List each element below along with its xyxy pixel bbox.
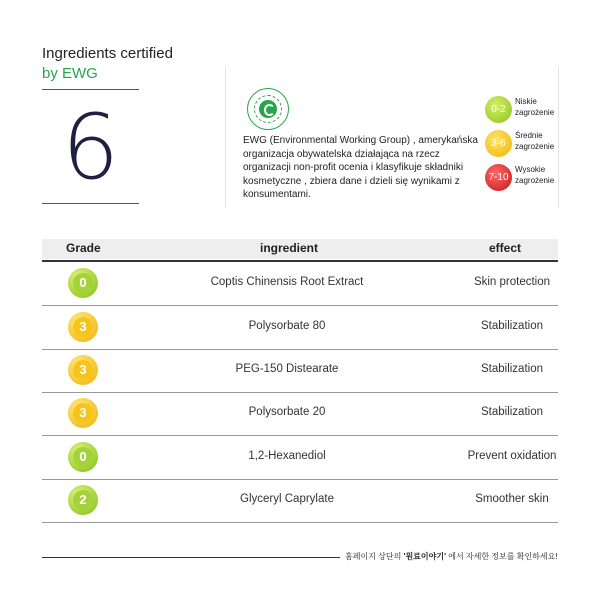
- legend-low-badge: 0-2: [485, 96, 512, 123]
- footer-divider: [42, 557, 340, 558]
- table-row: [42, 349, 558, 393]
- ingredient-effect: Skin protection: [473, 276, 551, 288]
- ingredient-effect: Stabilization: [480, 320, 543, 332]
- legend-low-label: Niskie zagrożenie: [515, 97, 555, 117]
- section-title: Ingredients certified: [42, 45, 173, 62]
- ewg-verified-logo-icon: [247, 88, 289, 130]
- ingredient-effect: Stabilization: [480, 363, 543, 375]
- ingredient-name: Polysorbate 20: [248, 406, 326, 418]
- footer-note: 홈페이지 상단의 '원료이야기' 에서 자세한 정보를 확인하세요!: [345, 552, 558, 561]
- legend-low: [485, 96, 565, 124]
- ingredient-effect: Stabilization: [480, 406, 543, 418]
- certified-count: 6: [61, 95, 120, 200]
- header-ingredient: ingredient: [260, 241, 319, 255]
- grade-badge: 0: [68, 442, 98, 472]
- grade-badge: 3: [68, 355, 98, 385]
- table-row: [42, 262, 558, 306]
- ingredient-name: Polysorbate 80: [248, 320, 326, 332]
- section-subtitle: by EWG: [42, 65, 98, 82]
- grade-badge: 0: [68, 268, 98, 298]
- ingredient-name: PEG-150 Distearate: [235, 363, 339, 375]
- ewg-description: EWG (Environmental Working Group) , amerykańska organizacja obywatelska działająca na rzecz organizacji non-profit ocenia i klasyfikuje składniki kosmetyczne , zbiera dane i dzieli się wynikami z konsumentami.: [243, 135, 478, 200]
- divider: [42, 89, 139, 90]
- legend-high-badge: 7-10: [485, 164, 512, 191]
- ingredient-name: 1,2-Hexanediol: [248, 450, 326, 462]
- ingredient-effect: Smoother skin: [475, 493, 549, 505]
- ingredient-effect: Prevent oxidation: [467, 450, 557, 462]
- legend-medium-label: Średnie zagrożenie: [515, 131, 555, 151]
- grade-badge: 3: [68, 312, 98, 342]
- header-grade: Grade: [66, 241, 101, 255]
- legend-high: [485, 164, 565, 192]
- table-row: [42, 479, 558, 523]
- table-row: [42, 392, 558, 436]
- divider: [42, 203, 139, 204]
- legend-high-label: Wysokie zagrożenie: [515, 165, 555, 185]
- table-row: [42, 436, 558, 480]
- header-effect: effect: [489, 241, 522, 255]
- legend-medium-badge: 3-6: [485, 130, 512, 157]
- table-header: [42, 239, 558, 259]
- ingredient-name: Coptis Chinensis Root Extract: [210, 276, 364, 288]
- grade-badge: 2: [68, 485, 98, 515]
- legend-medium: [485, 130, 565, 158]
- grade-badge: 3: [68, 398, 98, 428]
- ingredient-name: Glyceryl Caprylate: [240, 493, 334, 505]
- table-row: [42, 306, 558, 350]
